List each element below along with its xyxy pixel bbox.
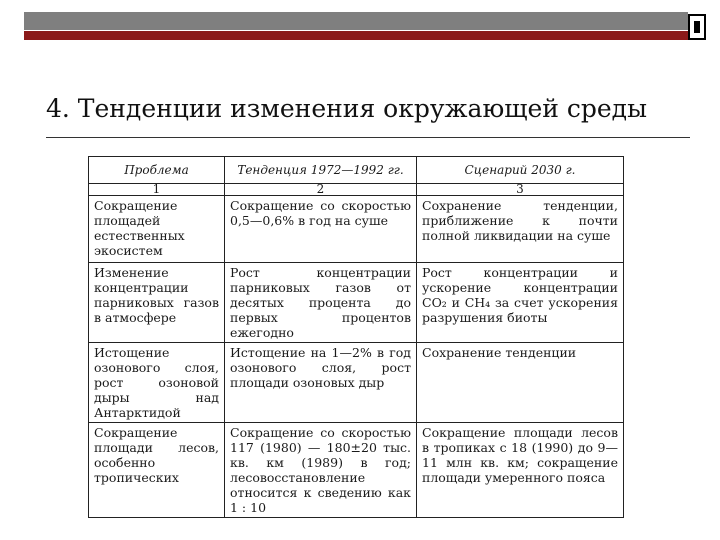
cell-problem: Истощение озонового слоя, рост озоновой дыры над Антарктидой <box>89 343 225 423</box>
column-number: 1 <box>89 184 225 196</box>
cell-scenario: Сохранение тенденции <box>417 343 624 423</box>
cell-problem: Изменение концентрации парниковых газов в атмосфере <box>89 263 225 343</box>
table-row <box>89 263 624 343</box>
table-row <box>89 196 624 263</box>
header-bar-red <box>24 31 688 40</box>
cell-problem: Сокращение площадей естественных экосистем <box>89 196 225 263</box>
table-row <box>89 423 624 518</box>
table-row <box>89 343 624 423</box>
header-trend: Тенденция 1972—1992 гг. <box>225 157 417 184</box>
corner-square-icon <box>688 14 706 40</box>
cell-problem: Сокращение площади лесов, особенно тропических <box>89 423 225 518</box>
column-number-row <box>89 184 624 196</box>
environment-trends-table <box>88 156 624 518</box>
header-scenario: Сценарий 2030 г. <box>417 157 624 184</box>
cell-scenario: Сокращение площади лесов в тропиках с 18 (1990) до 9—11 млн кв. км; сокращение площади умеренного пояса <box>417 423 624 518</box>
title-underline <box>46 137 690 138</box>
header-problem: Проблема <box>89 157 225 184</box>
cell-scenario: Сохранение тенденции, приближение к почти полной ликвидации на суше <box>417 196 624 263</box>
cell-trend: Истощение на 1—2% в год озонового слоя, рост площади озоновых дыр <box>225 343 417 423</box>
cell-trend: Сокращение со скоростью 117 (1980) — 180±20 тыс. кв. км (1989) в год; лесовосстановление относится к сведению как 1 : 10 <box>225 423 417 518</box>
cell-trend: Сокращение со скоростью 0,5—0,6% в год на суше <box>225 196 417 263</box>
slide-title: 4. Тенденции изменения окружающей среды <box>46 94 647 123</box>
column-number: 2 <box>225 184 417 196</box>
cell-scenario: Рост концентрации и ускорение концентрации CO₂ и CH₄ за счет ускорения разрушения биоты <box>417 263 624 343</box>
cell-trend: Рост концентрации парниковых газов от десятых процента до первых процентов ежегодно <box>225 263 417 343</box>
table-header-row <box>89 157 624 184</box>
column-number: 3 <box>417 184 624 196</box>
header-bar-grey <box>24 12 688 30</box>
